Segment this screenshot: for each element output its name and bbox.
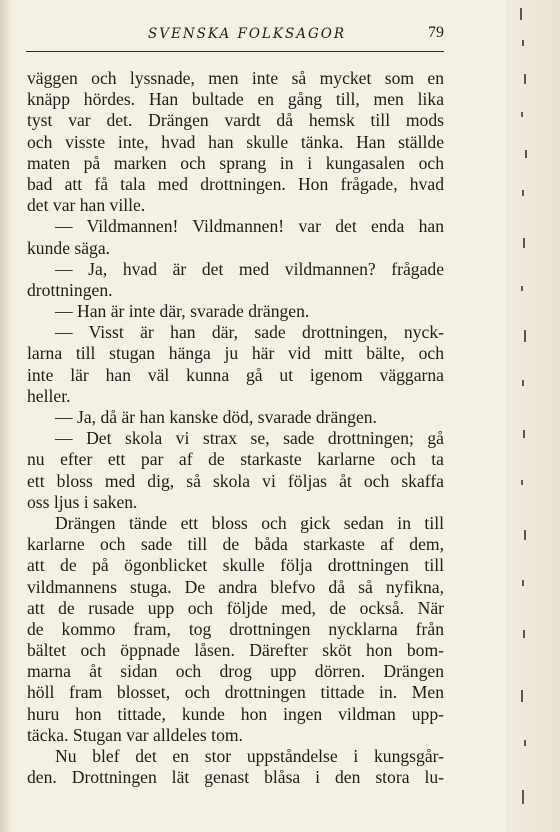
- text-line: kunde säga.: [27, 237, 111, 258]
- text-line: — Han är inte där, svarade drängen.: [55, 301, 310, 322]
- text-line: Drängen tände ett bloss och gick sedan in till: [55, 512, 444, 533]
- edge-speck: [521, 480, 523, 485]
- text-line: — Visst är han där, sade drottningen, nyck-: [55, 322, 444, 343]
- text-line: väggen och lyssnade, men inte så mycket som en: [27, 68, 444, 88]
- text-line: karlarne och sade till de båda starkaste af dem,: [27, 534, 444, 555]
- text-line: den. Drottningen lät genast blåsa i den stora lu-: [27, 767, 444, 788]
- text-line: att de på ögonblicket skulle följa drottningen till: [27, 555, 444, 576]
- text-line: larna till stugan hänga ju här vid mitt bälte, och: [27, 343, 444, 364]
- text-line: Nu blef det en stor uppståndelse i kungsgår-: [55, 746, 444, 766]
- text-line: att de rusade upp och följde med, de också. När: [27, 597, 444, 618]
- text-line: det var han ville.: [27, 195, 146, 216]
- edge-speck: [520, 8, 522, 20]
- edge-speck: [523, 238, 525, 248]
- text-line: tyst var det. Drängen vardt då hemsk till mods: [27, 110, 444, 131]
- edge-speck: [523, 430, 525, 438]
- edge-speck: [522, 190, 524, 196]
- edge-speck: [524, 740, 526, 746]
- edge-speck: [522, 790, 524, 804]
- text-line: marna åt sidan och drog upp dörren. Drängen: [27, 661, 444, 682]
- text-line: vildmannens stuga. De andra blefvo då så nyfikna,: [27, 576, 444, 597]
- edge-speck: [524, 74, 526, 84]
- running-head: SVENSKA FOLKSAGOR: [148, 26, 346, 42]
- header-rule: [26, 51, 444, 52]
- text-line: huru hon tittade, kunde hon ingen vildman upp-: [27, 703, 444, 724]
- edge-speck: [521, 112, 523, 117]
- page-gutter: [0, 0, 10, 832]
- body-text: [27, 68, 444, 788]
- text-line: inte lär han väl kunna gå ut igenom väggarna: [27, 364, 444, 385]
- text-line: täcka. Stugan var alldeles tom.: [27, 724, 243, 745]
- edge-speck: [521, 690, 523, 702]
- edge-speck: [523, 630, 525, 638]
- text-line: oss ljus i saken.: [27, 491, 138, 512]
- page-number: 79: [428, 24, 444, 41]
- edge-speck: [525, 150, 527, 158]
- text-line: — Ja, då är han kanske död, svarade drängen.: [55, 407, 377, 427]
- edge-speck: [524, 530, 526, 540]
- text-line: bältet och öppnade låsen. Därefter sköt hon bom-: [27, 640, 444, 661]
- text-line: bad att få tala med drottningen. Hon frågade, hvad: [27, 173, 444, 194]
- text-line: knäpp hördes. Han bultade en gång till, men lika: [27, 89, 444, 110]
- text-line: — Vildmannen! Vildmannen! var det enda han: [55, 216, 444, 237]
- page-header: [26, 24, 444, 50]
- text-line: och visste inte, hvad han skulle tänka. Han ställde: [27, 131, 444, 152]
- text-line: ett bloss med dig, så skola vi följas åt och skaffa: [27, 470, 444, 491]
- edge-speck: [524, 330, 526, 342]
- edge-speck: [522, 380, 524, 386]
- text-line: — Det skola vi strax se, sade drottningen; gå: [55, 428, 444, 449]
- text-line: maten på marken och sprang in i kungasalen och: [27, 152, 444, 173]
- text-line: nu efter ett par af de starkaste karlarne och ta: [27, 449, 444, 470]
- edge-speck: [521, 286, 523, 291]
- edge-speck: [522, 40, 524, 46]
- text-line: höll fram blosset, och drottningen tittade in. Men: [27, 682, 444, 703]
- edge-speck: [522, 580, 524, 586]
- text-line: drottningen.: [27, 279, 113, 300]
- text-line: heller.: [27, 385, 71, 406]
- text-line: de kommo fram, tog drottningen nycklarna från: [27, 618, 444, 639]
- page-edge-strip: [506, 0, 560, 832]
- text-line: — Ja, hvad är det med vildmannen? frågade: [55, 258, 444, 279]
